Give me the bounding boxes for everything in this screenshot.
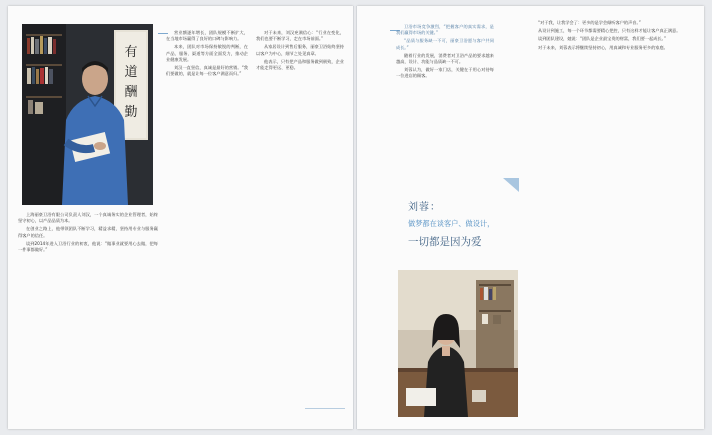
pull-quote-name: 刘蓉：: [408, 202, 441, 213]
paragraph: “对于我，让我学会了：更多的是学会倾听客户的声音。”: [538, 20, 641, 25]
paragraph: 本来，团队对市场保持敏锐的判断，在产品、服务、渠道等方面全面发力，推动企业健康发展。: [166, 44, 248, 62]
highlight-paragraph: 卫浴市场竞争激烈，“把握客户的真实需求，是我们赢得市场的关键。”: [396, 24, 494, 36]
paragraph: 对于未来，刘汉充满信心：“行业在变化，我们也要不断学习，走在市场前面。”: [256, 30, 344, 42]
paragraph: 在创业之路上，他带领团队不断学习，精益求精，坚持用专业与服务赢得客户的信任。: [18, 226, 158, 238]
right-text-column-2: [530, 20, 695, 420]
highlight-paragraph: “品质与服务缺一不可，丽豪卫浴愿与客户共同成长。”: [396, 38, 494, 50]
decorative-triangle-right: [503, 178, 519, 192]
left-text-column-1: [166, 30, 248, 410]
portrait-photo-man: [22, 24, 153, 205]
paragraph: 从设计到施工，每一个环节都需要精心把控，只有这样才能让客户真正满意。: [538, 28, 681, 34]
paragraph: 随着行业的发展，消费者对卫浴产品的要求越来越高，设计、功能与品质缺一不可。: [396, 52, 494, 65]
paragraph: 刘蓉认为，做好一家门店，关键在于用心对待每一位进店的顾客。: [396, 67, 494, 79]
svg-text:勤: 勤: [124, 105, 138, 120]
paragraph: 从家居设计到售后服务，丽豪卫浴始终坚持以客户为中心，细节之处见真章。: [256, 44, 344, 56]
pull-quote-line-1: 做梦都在谈客户、做设计，: [408, 219, 495, 228]
paragraph: 营业额逐年增长，团队规模不断扩大，在当地市场赢得了良好的口碑与影响力。: [166, 30, 248, 42]
magazine-spine: [353, 6, 357, 429]
paragraph: 谈到2014年进入卫浴行业的初衷，他说：“做事业就要用心去做，把每一件事都做好。”: [18, 240, 158, 253]
left-caption-column: [18, 212, 158, 412]
pull-quote: [408, 198, 538, 249]
right-text-column-1: [396, 24, 494, 192]
portrait-photo-woman: [398, 270, 518, 417]
left-text-column-2: [256, 30, 344, 410]
svg-text:道: 道: [124, 65, 138, 80]
paragraph: 对于未来，刘蓉表示将继续坚持初心，用真诚和专业服务更多的家庭。: [538, 44, 668, 50]
svg-text:酬: 酬: [124, 85, 138, 100]
pull-quote-line-2: 一切都是因为爱: [408, 236, 482, 248]
paragraph: 他表示，只有把产品和服务做到极致，企业才能走得更远、更稳。: [256, 58, 344, 71]
paragraph: 刘汉一直坚信，真诚是最好的营销。“我们要做的，就是让每一位客户满意而归。”: [166, 65, 248, 77]
paragraph: 谈到团队建设，她说：“团队是企业最宝贵的财富，我们要一起成长。”: [538, 36, 666, 42]
svg-text:有: 有: [124, 45, 138, 60]
paragraph: 上海丽豪卫浴有限公司负责人刘汉，一个真诚务实的企业管理者，始终坚守初心，以产品品质为本。: [18, 212, 158, 224]
